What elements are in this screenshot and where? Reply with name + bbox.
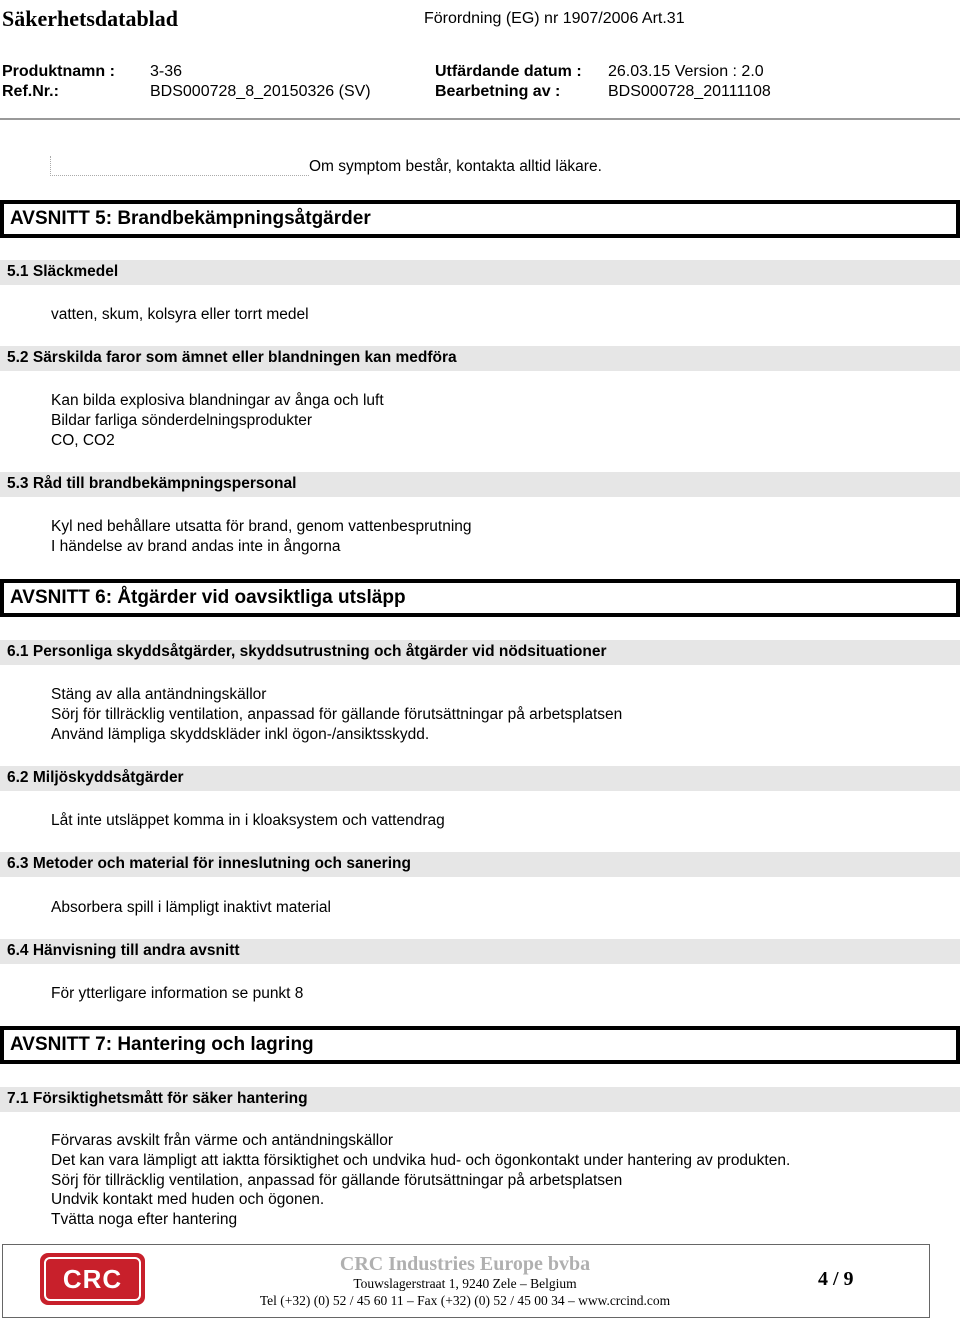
subsection-6-3: 6.3 Metoder och material för inneslutning och sanering [0,850,960,877]
subsection-7-1: 7.1 Försiktighetsmått för säker hantering [0,1085,960,1112]
ref-number-value: BDS000728_8_20150326 (SV) [150,83,371,100]
intro-text: Om symptom består, kontakta alltid läkare. [309,158,602,175]
revision-label: Bearbetning av : [435,83,561,100]
s52-line-1: Kan bilda explosiva blandningar av ånga och luft [51,392,384,409]
footer-contact: Tel (+32) (0) 52 / 45 60 11 – Fax (+32) (0) 52 / 45 00 34 – www.crcind.com [259,1293,671,1308]
page-number: 4 / 9 [818,1268,854,1290]
s52-line-2: Bildar farliga sönderdelningsprodukter [51,412,313,429]
section-5-header: AVSNITT 5: Brandbekämpningsåtgärder [0,200,960,238]
regulation-reference: Förordning (EG) nr 1907/2006 Art.31 [424,10,685,27]
s61-line-3: Använd lämpliga skyddskläder inkl ögon-/ansiktsskydd. [51,726,430,743]
subsection-6-2: 6.2 Miljöskyddsåtgärder [0,764,960,791]
subsection-6-1: 6.1 Personliga skyddsåtgärder, skyddsutrustning och åtgärder vid nödsituationer [0,638,960,665]
ref-number-label: Ref.Nr.: [2,83,59,100]
footer-company: CRC Industries Europe bvba [339,1253,591,1275]
s62-line-1: Låt inte utsläppet komma in i kloaksystem och vattendrag [51,812,445,829]
s64-line-1: För ytterligare information se punkt 8 [51,985,304,1002]
issue-date-label: Utfärdande datum : [435,63,582,80]
product-name-value: 3-36 [150,63,183,80]
subsection-5-1: 5.1 Släckmedel [0,258,960,285]
s71-line-3: Sörj för tillräcklig ventilation, anpassad för gällande förutsättningar på arbetsplatsen [51,1172,623,1189]
s61-line-1: Stäng av alla antändningskällor [51,686,267,703]
product-name-label: Produktnamn : [2,63,115,80]
issue-date-value: 26.03.15 Version : 2.0 [608,63,764,80]
footer-address: Touwslagerstraat 1, 9240 Zele – Belgium [353,1276,577,1291]
s51-line-1: vatten, skum, kolsyra eller torrt medel [51,306,309,323]
s71-line-4: Undvik kontakt med huden och ögonen. [51,1191,325,1208]
section-6-header: AVSNITT 6: Åtgärder vid oavsiktliga utsläpp [0,579,960,617]
crc-logo-text: CRC [44,1257,141,1301]
subsection-5-3: 5.3 Råd till brandbekämpningspersonal [0,470,960,497]
s71-line-1: Förvaras avskilt från värme och antändningskällor [51,1132,394,1149]
s61-line-2: Sörj för tillräcklig ventilation, anpassad för gällande förutsättningar på arbetsplatsen [51,706,623,723]
s53-line-1: Kyl ned behållare utsatta för brand, genom vattenbesprutning [51,518,472,535]
s52-line-3: CO, CO2 [51,432,115,449]
header-divider [0,118,960,120]
subsection-6-4: 6.4 Hänvisning till andra avsnitt [0,937,960,964]
s71-line-5: Tvätta noga efter hantering [51,1211,238,1228]
subsection-5-2: 5.2 Särskilda faror som ämnet eller blandningen kan medföra [0,344,960,371]
dotted-cell [50,156,309,176]
document-title: Säkerhetsdatablad [2,6,179,31]
s63-line-1: Absorbera spill i lämpligt inaktivt material [51,899,331,916]
section-7-header: AVSNITT 7: Hantering och lagring [0,1026,960,1064]
s53-line-2: I händelse av brand andas inte in ångorna [51,538,341,555]
revision-value: BDS000728_20111108 [608,83,771,100]
s71-line-2: Det kan vara lämpligt att iaktta försiktighet och undvika hud- och ögonkontakt under hantering av produkten. [51,1152,791,1169]
